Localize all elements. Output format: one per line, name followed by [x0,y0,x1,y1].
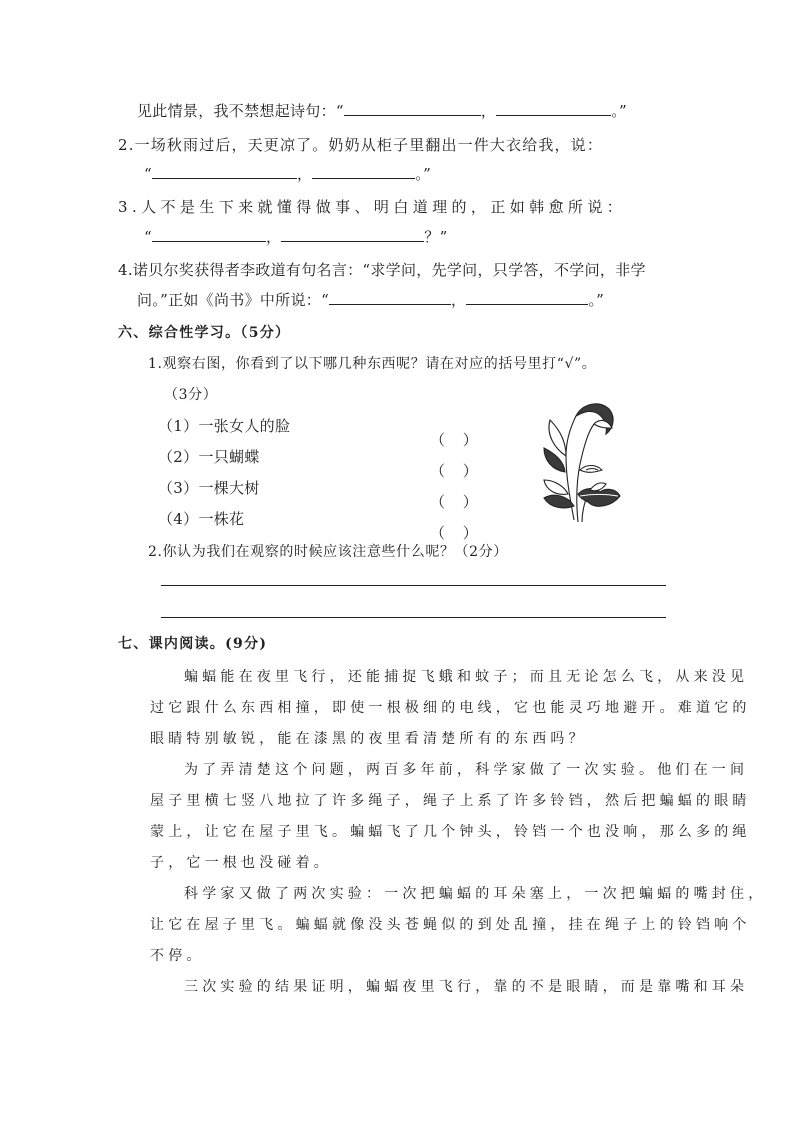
passage-line-9: 让它在屋子里飞。蝙蝠就像没头苍蝇似的到处乱撞，挂在绳子上的铃铛响个 [150,917,751,933]
section-6-question-2: 2.你认为我们在观察的时候应该注意些什么呢？（2分） [148,544,508,560]
passage-line-7: 子，它一根也没碰着。 [150,855,332,871]
paren-open: （ [430,493,446,511]
section-7-title: 七、课内阅读。(9分) [118,636,268,652]
option-3 [158,477,260,498]
answer-line-1[interactable] [161,585,666,586]
poem-blank-1b[interactable] [496,101,611,116]
passage-line-8: 科学家又做了两次实验：一次把蝙蝠的耳朵塞上，一次把蝙蝠的嘴封住， [184,886,767,902]
answer-paren-3[interactable] [430,477,478,511]
q2-comma: ， [296,165,313,183]
poem-blank-1a[interactable] [344,101,481,116]
paren-close: ） [462,431,478,449]
question-2-answer-line [144,163,431,184]
question-4-answer-line [137,289,604,310]
answer-paren-2[interactable] [430,446,478,480]
question-3-answer-line [144,226,448,247]
q4-comma: ， [451,291,467,309]
q3-comma: ， [265,228,282,246]
option-4-label: （4）一株花 [158,510,245,528]
section-6-question-1: 1.观察右图，你看到了以下哪几种东西呢？请在对应的括号里打“√”。 [148,356,597,372]
question-3-text: 3.人不是生下来就懂得做事、明白道理的，正如韩愈所说： [118,198,627,216]
q3-blank-a[interactable] [152,227,266,242]
paren-open: （ [430,431,446,449]
option-1 [158,415,290,436]
option-1-label: （1）一张女人的脸 [158,417,291,435]
line1-prefix: 见此情景，我不禁想起诗句：“ [137,102,344,120]
paren-open: （ [430,524,446,542]
paren-close: ） [462,524,478,542]
passage-line-6: 蒙上，让它在屋子里飞。蝙蝠飞了几个钟头，铃铛一个也没响，那么多的绳 [150,824,751,840]
q3-open-quote: “ [144,228,152,246]
line1-comma: ， [480,102,497,120]
paren-close: ） [462,462,478,480]
question-4-text: 4.诺贝尔奖获得者李政道有句名言：“求学问，先学问，只学答，不学问，非学 [118,261,646,279]
q4-prefix: 问。”正如《尚书》中所说：“ [137,291,330,309]
option-2-label: （2）一只蝴蝶 [158,448,260,466]
paren-close: ） [462,493,478,511]
line1-end: 。” [611,102,627,120]
passage-line-3: 眼睛特别敏锐，能在漆黑的夜里看清楚所有的东西吗？ [150,731,587,747]
option-2 [158,446,260,467]
q2-open-quote: “ [144,165,152,183]
question-2-text: 2.一场秋雨过后，天更凉了。奶奶从柜子里翻出一件大衣给我，说： [118,136,603,154]
q3-end: ？” [424,228,448,246]
illusion-figure [536,398,626,528]
poem-fill-line-1 [137,100,627,121]
q2-end: 。” [415,165,432,183]
q2-blank-a[interactable] [152,164,297,179]
section-6-title: 六、综合性学习。（5分） [118,325,291,341]
answer-line-2[interactable] [161,617,666,618]
passage-line-4: 为了弄清楚这个问题，两百多年前，科学家做了一次实验。他们在一间 [184,762,749,778]
passage-line-10: 不停。 [150,948,205,964]
option-4 [158,508,244,529]
section-6-q1-score: （3分） [164,387,218,403]
option-3-label: （3）一棵大树 [158,479,260,497]
q4-blank-a[interactable] [329,290,451,305]
q4-end: 。” [588,291,605,309]
passage-line-5: 屋子里横七竖八地拉了许多绳子，绳子上系了许多铃铛，然后把蝙蝠的眼睛 [150,793,751,809]
passage-line-1: 蝙蝠能在夜里飞行，还能捕捉飞蛾和蚊子；而且无论怎么飞，从来没见 [184,669,749,685]
passage-line-2: 过它跟什么东西相撞，即使一根极细的电线，它也能灵巧地避开。难道它的 [150,700,751,716]
answer-paren-4[interactable] [430,508,478,542]
answer-paren-1[interactable] [430,415,478,449]
paren-open: （ [430,462,446,480]
passage-line-11: 三次实验的结果证明，蝙蝠夜里飞行，靠的不是眼睛，而是靠嘴和耳朵 [184,979,749,995]
q4-blank-b[interactable] [466,290,588,305]
q2-blank-b[interactable] [312,164,415,179]
q3-blank-b[interactable] [281,227,424,242]
